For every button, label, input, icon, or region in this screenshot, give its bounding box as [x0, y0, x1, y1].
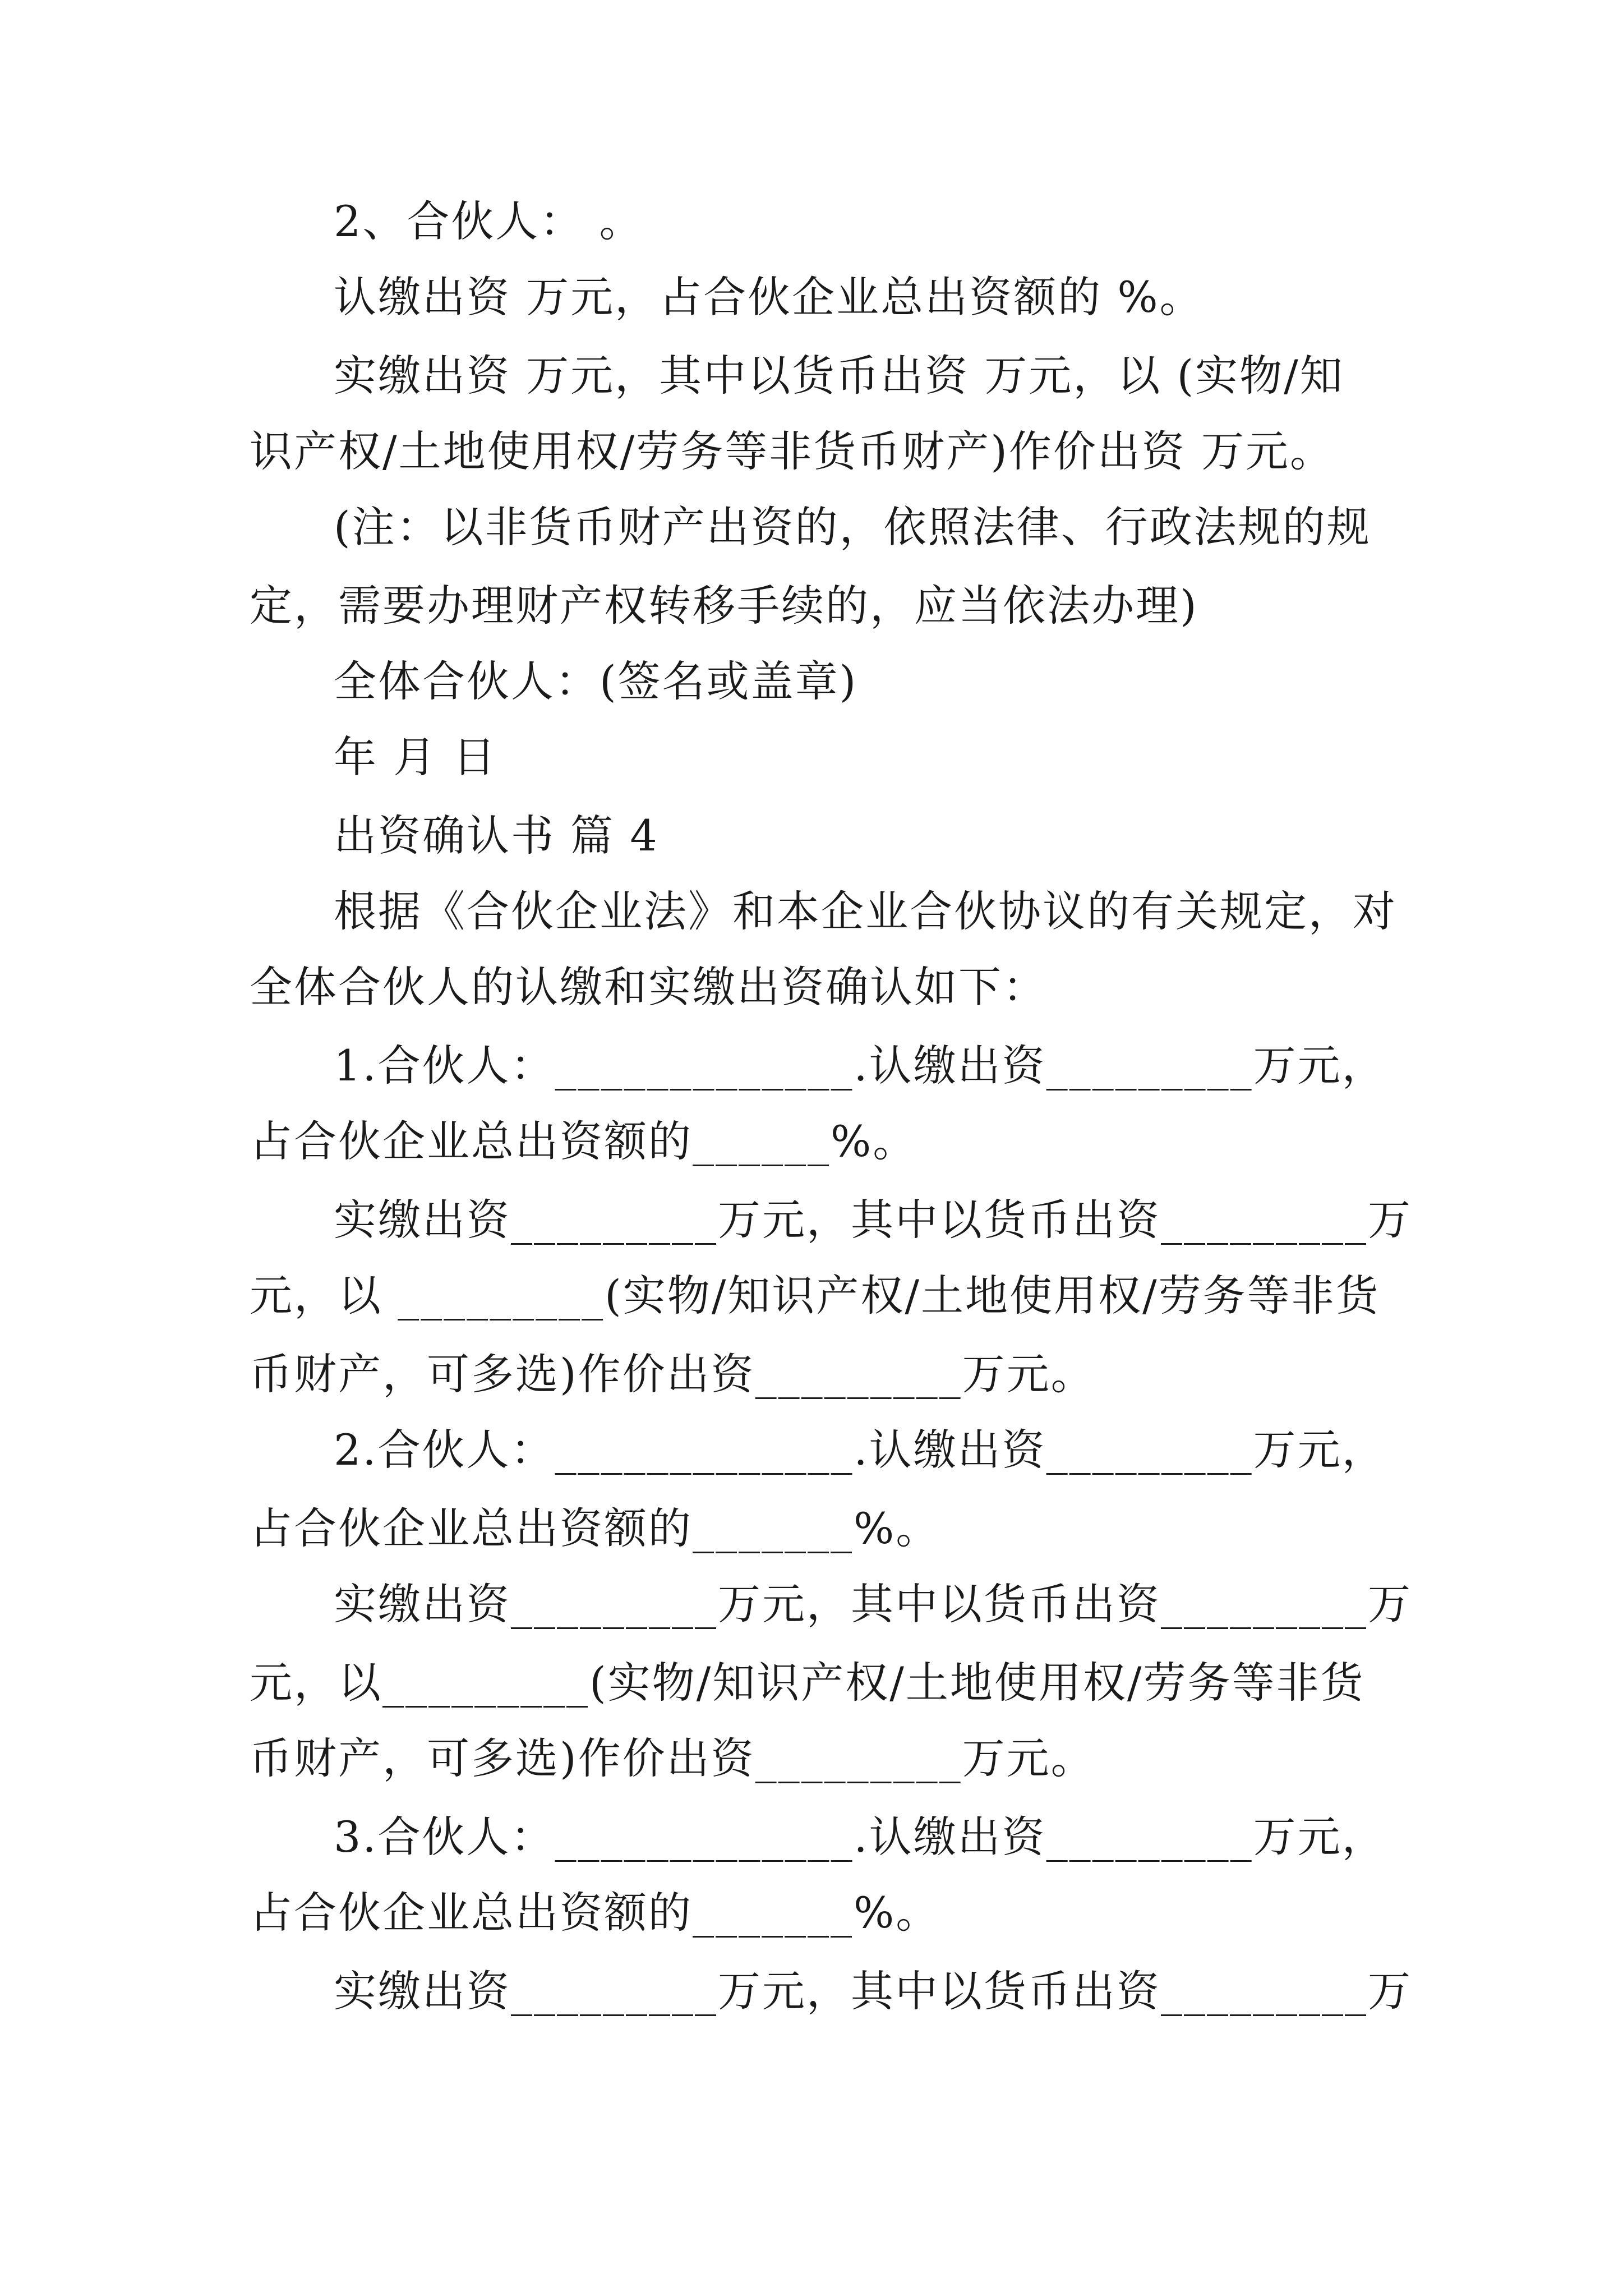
text-line-24: 实缴出资_________万元，其中以货币出资_________万	[334, 1966, 1412, 2016]
text-line-22: 3.合伙人：_____________.认缴出资_________万元，	[334, 1812, 1386, 1862]
text-line-6: 定，需要办理财产权转移手续的，应当依法办理)	[250, 581, 1198, 631]
text-line-7: 全体合伙人：(签名或盖章)	[334, 656, 858, 706]
text-line-17: 2.合伙人：_____________.认缴出资_________万元，	[334, 1425, 1386, 1475]
text-line-15: 元，以 _________(实物/知识产权/土地使用权/劳务等非货	[250, 1271, 1380, 1320]
text-line-8: 年 月 日	[334, 732, 497, 782]
text-line-4: 识产权/土地使用权/劳务等非货币财产)作价出资 万元。	[250, 426, 1335, 476]
text-line-16: 币财产，可多选)作价出资_________万元。	[250, 1349, 1095, 1399]
text-line-3: 实缴出资 万元，其中以货币出资 万元，以 (实物/知	[334, 351, 1344, 401]
text-line-10: 根据《合伙企业法》和本企业合伙协议的有关规定，对	[334, 886, 1397, 936]
text-line-14: 实缴出资_________万元，其中以货币出资_________万	[334, 1195, 1412, 1245]
text-line-1: 2、合伙人： 。	[334, 196, 644, 246]
text-line-19: 实缴出资_________万元，其中以货币出资_________万	[334, 1579, 1412, 1629]
text-line-18: 占合伙企业总出资额的_______%。	[250, 1503, 940, 1553]
section-heading: 出资确认书 篇 4	[334, 811, 659, 861]
text-line-21: 币财产，可多选)作价出资_________万元。	[250, 1733, 1095, 1783]
text-line-23: 占合伙企业总出资额的_______%。	[250, 1888, 940, 1938]
text-line-12: 1.合伙人：_____________.认缴出资_________万元，	[334, 1041, 1386, 1091]
text-line-13: 占合伙企业总出资额的______%。	[250, 1116, 917, 1166]
text-line-11: 全体合伙人的认缴和实缴出资确认如下：	[250, 962, 1047, 1012]
text-line-5: (注：以非货币财产出资的，依照法律、行政法规的规	[334, 502, 1371, 552]
text-line-20: 元，以_________(实物/知识产权/土地使用权/劳务等非货	[250, 1658, 1365, 1708]
text-line-2: 认缴出资 万元，占合伙企业总出资额的 %。	[334, 272, 1204, 322]
